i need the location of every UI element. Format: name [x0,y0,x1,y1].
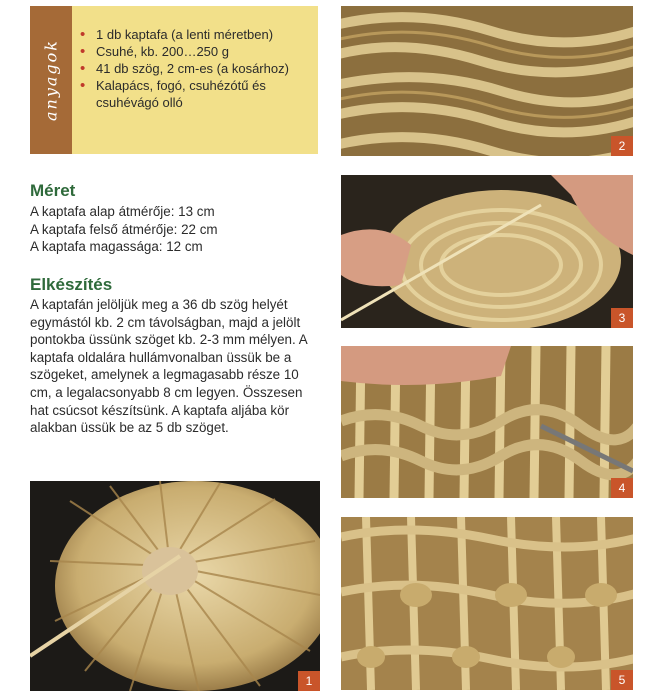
size-line: A kaptafa felső átmérője: 22 cm [30,221,218,237]
photo-5-number: 5 [611,670,633,690]
instructions-heading: Elkészítés [30,275,113,294]
photo-4 [341,346,633,498]
photo-2 [341,6,633,156]
photo-4-number: 4 [611,478,633,498]
photo-3-number: 3 [611,308,633,328]
size-list [30,203,320,256]
materials-item: • Csuhé, kb. 200…250 g [80,43,316,60]
materials-box [30,6,318,154]
photo-5-image [341,517,633,690]
instructions-text: A kaptafán jelöljük meg a 36 db szög helyét egymástól kb. 2 cm távolságban, majd a jelölt pontokba üssünk szöget kb. 2-3 mm mélyen. A kaptafa oldalára hullámvonalban üssük be a szögeket, amelynek a legmagasabb része 10 cm, a legalacsonyabb 8 cm legyen. Összesen hat csúcsot készítsünk. A kaptafa aljába kör alakban üssük be az 5 db szöget. [30,297,307,436]
photo-1-image [30,481,320,691]
photo-4-image [341,346,633,498]
photo-5 [341,517,633,690]
size-heading: Méret [30,181,76,200]
photo-1-number: 1 [298,671,320,691]
materials-item: • 41 db szög, 2 cm-es (a kosárhoz) [80,60,316,77]
materials-tab-label: anyagok [41,39,61,121]
photo-3-image [341,175,633,328]
size-line: A kaptafa magassága: 12 cm [30,239,203,255]
materials-item: • Kalapács, fogó, csuhézótű és csuhévágó olló [80,77,316,111]
materials-item: • 1 db kaptafa (a lenti méretben) [80,26,316,43]
photo-2-number: 2 [611,136,633,156]
materials-list [80,26,316,111]
photo-2-image [341,6,633,156]
size-line: A kaptafa alap átmérője: 13 cm [30,204,215,219]
materials-tab [30,6,72,154]
photo-3 [341,175,633,328]
photo-1 [30,481,320,691]
